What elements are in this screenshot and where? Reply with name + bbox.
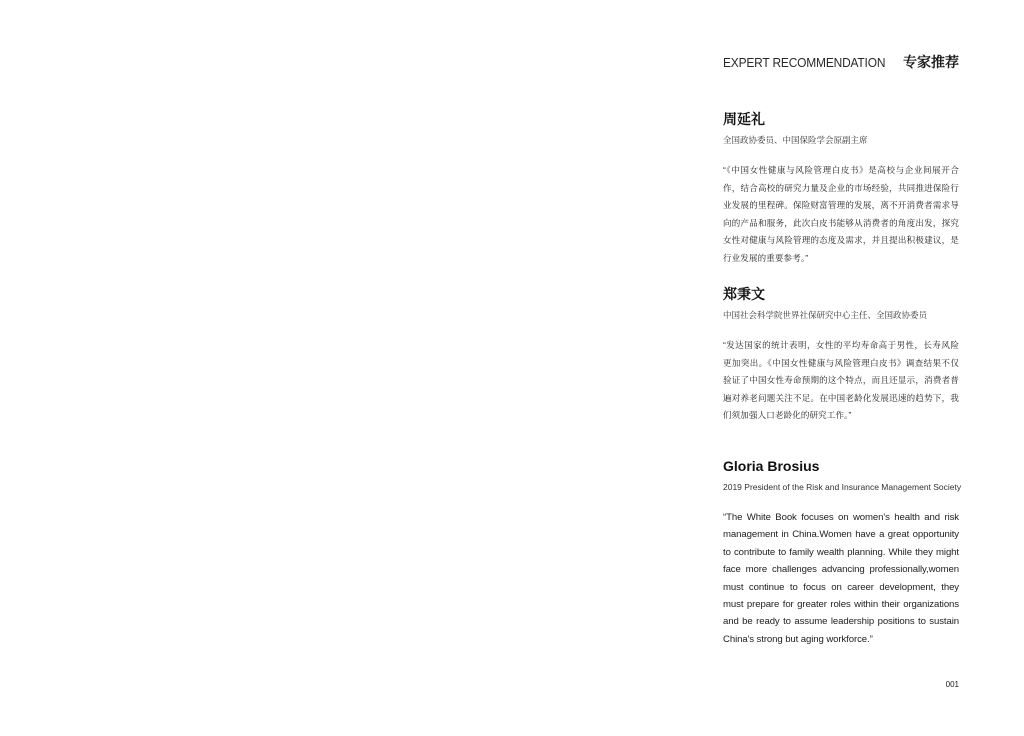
expert-title: 2019 President of the Risk and Insurance Management Society xyxy=(723,482,962,492)
expert-title: 中国社会科学院世界社保研究中心主任、全国政协委员 xyxy=(723,310,928,320)
expert-name: Gloria Brosius xyxy=(723,458,820,474)
expert-quote: “《中国女性健康与风险管理白皮书》是高校与企业间展开合作，结合高校的研究力量及企业的市场经验，共同推进保险行业发展的里程碑。保险财富管理的发展，离不开消费者需求导向的产品和服务，此次白皮书能够从消费者的角度出发，探究女性对健康与风险管理的态度及需求，并且提出积极建议，是行业发展的重要参考。” xyxy=(723,165,959,263)
expert-block-brosius xyxy=(723,457,962,648)
header-title-en: EXPERT RECOMMENDATION xyxy=(723,55,886,70)
right-page xyxy=(723,0,962,736)
expert-block-zheng xyxy=(723,285,959,425)
expert-name: 周延礼 xyxy=(723,111,765,127)
page-number: 001 xyxy=(945,680,959,689)
header-title-zh: 专家推荐 xyxy=(903,54,959,70)
expert-name: 郑秉文 xyxy=(723,286,765,302)
expert-quote: “The White Book focuses on women's health and risk management in China.Women have a great opportunity to contribute to family wealth planning. While they might face more challenges advancing professionally,women must continue to focus on career development, they must prepare for greater roles within their organizations and be ready to assume leadership positions to sustain China's strong but aging workforce.” xyxy=(723,512,959,645)
expert-block-zhou xyxy=(723,110,959,268)
section-header xyxy=(723,52,959,72)
expert-quote: “发达国家的统计表明，女性的平均寿命高于男性，长寿风险更加突出。《中国女性健康与风险管理白皮书》调查结果不仅验证了中国女性寿命预期的这个特点，而且还显示，消费者普遍对养老问题关注不足。在中国老龄化发展迅速的趋势下，我们须加强人口老龄化的研究工作。” xyxy=(723,340,959,421)
expert-title: 全国政协委员、中国保险学会原副主席 xyxy=(723,135,868,145)
